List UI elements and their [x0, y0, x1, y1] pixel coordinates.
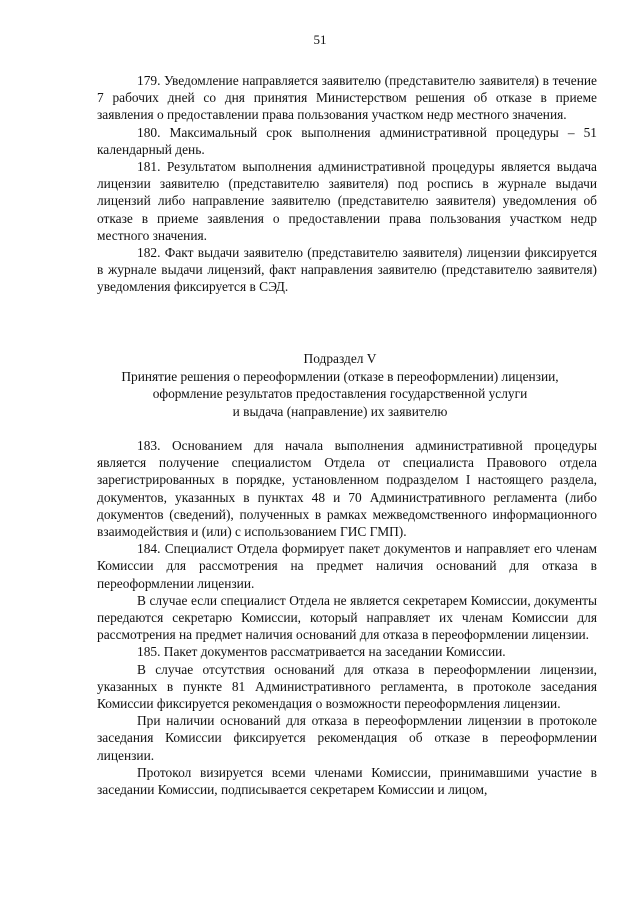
top-paragraphs	[97, 72, 597, 296]
paragraph-185-protocol: Протокол визируется всеми членами Комиссии, принимавшими участие в заседании Комиссии, подписывается секретарем Комиссии и лицом,	[97, 764, 597, 798]
bottom-paragraphs	[97, 437, 597, 798]
paragraph-179: 179. Уведомление направляется заявителю (представителю заявителя) в течение 7 рабочих дней со дня принятия Министерством решения об отказе в приеме заявления о предоставлении права пользования участком недр местного значения.	[97, 73, 597, 123]
paragraph-184-secretary: В случае если специалист Отдела не является секретарем Комиссии, документы передаются секретарю Комиссии, который направляет их членам Комиссии для рассмотрения на предмет наличия оснований для отказа в переоформлении лицензии.	[97, 592, 597, 643]
subsection-title: Подраздел V	[303, 351, 377, 366]
paragraph-185-grounds: При наличии оснований для отказа в переоформлении лицензии в протоколе заседания Комиссии фиксируется рекомендация об отказе в переоформлении лицензии.	[97, 713, 597, 763]
paragraph-183: 183. Основанием для начала выполнения административной процедуры является получение специалистом Отдела от специалиста Правового отдела зарегистрированных в порядке, установленном подразделом I настоящего раздела, документов, указанных в пунктах 48 и 70 Административного регламента (либо документов (сведений), полученных в рамках межведомственного информационного взаимодействия и (или) с использованием ГИС ГМП).	[97, 438, 597, 540]
paragraph-185-no-grounds: В случае отсутствия оснований для отказа в переоформлении лицензии, указанных в пункте 81 Административного регламента, в протоколе заседания Комиссии фиксируется рекомендация о возможности переоформления лицензии.	[97, 661, 597, 712]
page-number: 51	[313, 32, 327, 47]
paragraph-182: 182. Факт выдачи заявителю (представителю заявителя) лицензии фиксируется в журнале выдачи лицензий, факт направления заявителю (представителю заявителя) уведомления фиксируется в СЭД.	[97, 245, 597, 295]
subsection-line: оформление результатов предоставления государственной услуги	[152, 386, 528, 402]
paragraph-181: 181. Результатом выполнения административной процедуры является выдача лицензии заявителю (представителю заявителя) под роспись в журнале выдачи лицензий либо направление заявителю (представителю заявителя) уведомления об отказе в приеме заявления о предоставлении права пользования участком недр местного значения.	[97, 159, 597, 243]
subsection-line: Принятие решения о переоформлении (отказе в переоформлении) лицензии,	[121, 368, 559, 384]
paragraph-180: 180. Максимальный срок выполнения административной процедуры – 51 календарный день.	[97, 124, 597, 157]
paragraph-185: 185. Пакет документов рассматривается на заседании Комиссии.	[137, 644, 506, 660]
paragraph-184: 184. Специалист Отдела формирует пакет документов и направляет его членам Комиссии для рассмотрения на предмет наличия оснований для отказа в переоформлении лицензии.	[97, 541, 597, 591]
subsection-line: и выдача (направление) их заявителю	[232, 403, 448, 419]
subsection-heading	[60, 350, 620, 420]
